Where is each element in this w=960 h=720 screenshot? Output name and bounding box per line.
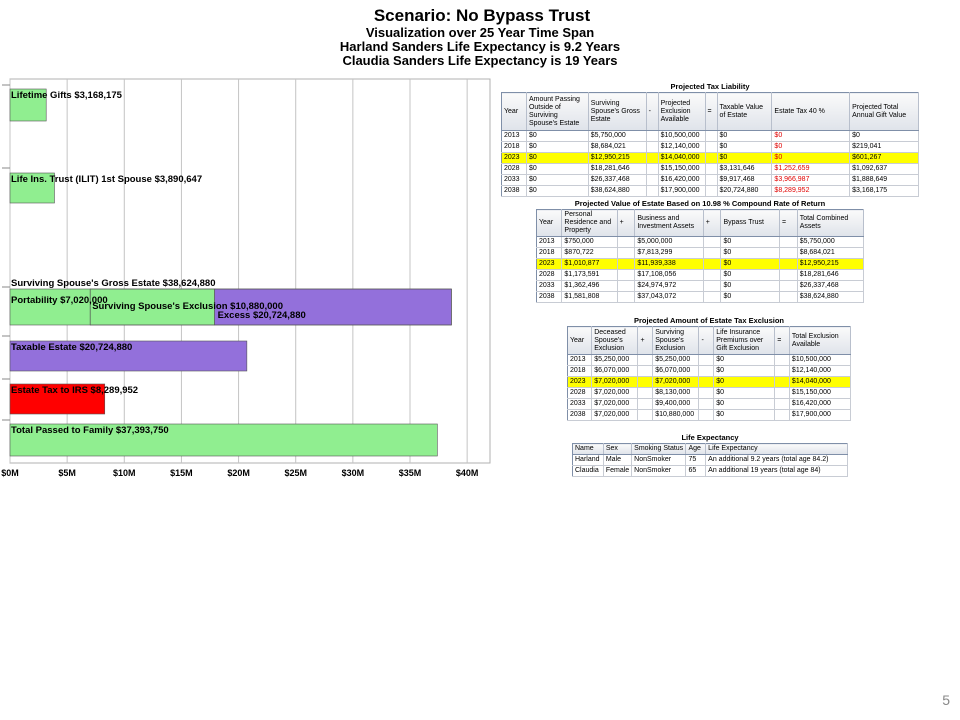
exclusion-header-cell: Year: [568, 327, 592, 355]
excess-label: Excess $20,724,880: [217, 310, 306, 321]
exclusion-cell: 2023: [568, 377, 592, 388]
estate-value-cell: 2028: [537, 270, 562, 281]
estate-value-header-cell: Personal Residence and Property: [562, 210, 617, 237]
exclusion-row: [568, 355, 851, 366]
exclusion-cell: $5,250,000: [653, 355, 699, 366]
exclusion-cell: $9,400,000: [653, 399, 699, 410]
estate-value-cell: $5,750,000: [797, 237, 863, 248]
tax-liability-header-cell: Surviving Spouse's Gross Estate: [588, 93, 646, 131]
life-expectancy-header-cell: Life Expectancy: [706, 444, 848, 455]
exclusion-cell: $6,070,000: [653, 366, 699, 377]
tax-liability-row: [502, 175, 919, 186]
estate-value-cell: [617, 270, 635, 281]
bar-label-4: Estate Tax to IRS $8,289,952: [11, 385, 139, 396]
life-expectancy-cell: 65: [686, 466, 706, 477]
tax-liability-cell: $14,040,000: [658, 153, 705, 164]
exclusion-cell: $15,150,000: [789, 388, 850, 399]
estate-value-cell: $18,281,646: [797, 270, 863, 281]
exclusion-cell: $14,040,000: [789, 377, 850, 388]
bar-label-3: Taxable Estate $20,724,880: [11, 342, 133, 353]
estate-value-row: [537, 248, 864, 259]
x-tick-label: $5M: [58, 468, 76, 478]
estate-value-cell: [703, 248, 721, 259]
tax-liability-cell: 2018: [502, 142, 527, 153]
estate-value-cell: $37,043,072: [635, 292, 703, 303]
estate-value-cell: [617, 281, 635, 292]
life-expectancy-title: Life Expectancy: [681, 433, 739, 442]
tax-liability-cell: $0: [772, 131, 850, 142]
tax-liability-cell: $0: [526, 186, 588, 197]
tax-liability-cell: $10,500,000: [658, 131, 705, 142]
tax-liability-cell: [705, 142, 717, 153]
estate-value-cell: $11,939,338: [635, 259, 703, 270]
tax-liability-cell: $3,966,987: [772, 175, 850, 186]
life-expectancy-cell: An additional 9.2 years (total age 84.2): [706, 455, 848, 466]
tax-liability-cell: $5,750,000: [588, 131, 646, 142]
life-expectancy-row: [573, 466, 848, 477]
slide-header: [0, 6, 960, 68]
exclusion-cell: 2028: [568, 388, 592, 399]
bar-label-1: Life Ins. Trust (ILIT) 1st Spouse $3,890,647: [11, 174, 203, 185]
estate-value-cell: [703, 292, 721, 303]
tax-liability-table: [501, 92, 919, 197]
tax-liability-cell: 2033: [502, 175, 527, 186]
estate-value-cell: [780, 281, 798, 292]
tax-liability-block: [501, 82, 919, 197]
exclusion-cell: $7,020,000: [592, 399, 638, 410]
tax-liability-title: Projected Tax Liability: [670, 82, 750, 91]
exclusion-row: [568, 366, 851, 377]
tax-liability-cell: $8,289,952: [772, 186, 850, 197]
tax-liability-cell: $3,168,175: [850, 186, 919, 197]
exclusion-cell: 2013: [568, 355, 592, 366]
exclusion-cell: $7,020,000: [653, 377, 699, 388]
tax-liability-cell: $0: [772, 142, 850, 153]
estate-value-table: [536, 209, 864, 303]
estate-value-row: [537, 292, 864, 303]
estate-value-cell: [780, 259, 798, 270]
exclusion-row: [568, 388, 851, 399]
tax-liability-cell: [646, 131, 658, 142]
slide-title: Scenario: No Bypass Trust: [373, 6, 591, 25]
estate-value-row: [537, 270, 864, 281]
exclusion-header-cell: +: [638, 327, 653, 355]
exclusion-cell: $0: [714, 399, 775, 410]
exclusion-cell: [699, 355, 714, 366]
estate-value-header-cell: +: [617, 210, 635, 237]
tax-liability-cell: [705, 131, 717, 142]
exclusion-cell: [638, 399, 653, 410]
life-expectancy-header-cell: Sex: [603, 444, 631, 455]
tax-liability-row: [502, 153, 919, 164]
exclusion-cell: $7,020,000: [592, 410, 638, 421]
x-tick-label: $20M: [227, 468, 250, 478]
estate-value-cell: [617, 248, 635, 259]
exclusion-cell: [638, 366, 653, 377]
estate-value-cell: $1,173,591: [562, 270, 617, 281]
estate-value-cell: [780, 292, 798, 303]
tax-liability-cell: $26,337,468: [588, 175, 646, 186]
exclusion-cell: [699, 366, 714, 377]
tax-liability-header-cell: Projected Exclusion Available: [658, 93, 705, 131]
exclusion-cell: [699, 410, 714, 421]
life-expectancy-row: [573, 455, 848, 466]
life-expectancy-cell: Male: [603, 455, 631, 466]
tax-liability-cell: $15,150,000: [658, 164, 705, 175]
exclusion-cell: $16,420,000: [789, 399, 850, 410]
tax-liability-row: [502, 164, 919, 175]
life-expectancy-header-cell: Smoking Status: [632, 444, 686, 455]
estate-value-header-cell: =: [780, 210, 798, 237]
exclusion-block: [567, 316, 851, 421]
estate-value-header-cell: Bypass Trust: [721, 210, 780, 237]
estate-value-cell: $0: [721, 237, 780, 248]
estate-value-cell: [617, 259, 635, 270]
estate-value-cell: $5,000,000: [635, 237, 703, 248]
tax-liability-cell: $18,281,646: [588, 164, 646, 175]
x-tick-label: $30M: [341, 468, 365, 478]
estate-value-row: [537, 281, 864, 292]
exclusion-header-cell: Surviving Spouse's Exclusion: [653, 327, 699, 355]
life-expectancy-cell: Female: [603, 466, 631, 477]
exclusion-cell: [775, 388, 790, 399]
tax-liability-cell: $8,684,021: [588, 142, 646, 153]
tax-liability-row: [502, 142, 919, 153]
exclusion-cell: $10,500,000: [789, 355, 850, 366]
tax-liability-header-cell: Year: [502, 93, 527, 131]
chart-svg: [0, 75, 492, 493]
tax-liability-cell: $0: [526, 153, 588, 164]
tax-liability-cell: 2023: [502, 153, 527, 164]
exclusion-cell: $17,900,000: [789, 410, 850, 421]
tax-liability-header-cell: -: [646, 93, 658, 131]
tax-liability-cell: [646, 186, 658, 197]
estate-value-cell: [703, 259, 721, 270]
tax-liability-cell: $16,420,000: [658, 175, 705, 186]
estate-value-cell: $8,684,021: [797, 248, 863, 259]
estate-value-header-cell: +: [703, 210, 721, 237]
tax-liability-cell: 2013: [502, 131, 527, 142]
exclusion-header-cell: Total Exclusion Available: [789, 327, 850, 355]
tax-liability-cell: $1,888,649: [850, 175, 919, 186]
tax-liability-cell: [646, 142, 658, 153]
tax-liability-cell: $17,900,000: [658, 186, 705, 197]
tax-liability-cell: [646, 164, 658, 175]
exclusion-cell: [699, 377, 714, 388]
exclusion-row: [568, 399, 851, 410]
exclusion-cell: [775, 377, 790, 388]
tax-liability-cell: $20,724,880: [717, 186, 772, 197]
tax-liability-row: [502, 186, 919, 197]
exclusion-cell: [775, 410, 790, 421]
exclusion-row: [568, 377, 851, 388]
exclusion-cell: [699, 399, 714, 410]
life-expectancy-table: [572, 443, 848, 477]
tax-liability-cell: $0: [717, 153, 772, 164]
exclusion-cell: [638, 388, 653, 399]
exclusion-header-cell: =: [775, 327, 790, 355]
life-expectancy-cell: Claudia: [573, 466, 604, 477]
exclusion-cell: $0: [714, 410, 775, 421]
estate-value-cell: $1,581,808: [562, 292, 617, 303]
exclusion-cell: 2033: [568, 399, 592, 410]
exclusion-cell: [775, 399, 790, 410]
tax-liability-cell: [705, 153, 717, 164]
exclusion-cell: $0: [714, 366, 775, 377]
life-expectancy-cell: An additional 19 years (total age 84): [706, 466, 848, 477]
estate-value-cell: $12,950,215: [797, 259, 863, 270]
x-tick-label: $15M: [170, 468, 193, 478]
tax-liability-header-cell: Taxable Value of Estate: [717, 93, 772, 131]
exclusion-row: [568, 410, 851, 421]
tax-liability-cell: $0: [850, 131, 919, 142]
life-expectancy-cell: NonSmoker: [632, 455, 686, 466]
estate-value-cell: $1,362,496: [562, 281, 617, 292]
bar-label-0: Lifetime Gifts $3,168,175: [11, 90, 122, 101]
estate-value-cell: $38,624,880: [797, 292, 863, 303]
exclusion-cell: [775, 366, 790, 377]
estate-value-cell: $0: [721, 259, 780, 270]
estate-value-cell: $0: [721, 292, 780, 303]
exclusion-cell: [775, 355, 790, 366]
life-expectancy-header-cell: Age: [686, 444, 706, 455]
exclusion-header-cell: Life Insurance Premiums over Gift Exclusion: [714, 327, 775, 355]
x-tick-label: $0M: [1, 468, 19, 478]
tax-liability-cell: $0: [717, 142, 772, 153]
exclusion-cell: $6,070,000: [592, 366, 638, 377]
estate-value-cell: $0: [721, 248, 780, 259]
estate-value-row: [537, 237, 864, 248]
estate-value-header-cell: Business and Investment Assets: [635, 210, 703, 237]
tax-liability-cell: [646, 175, 658, 186]
estate-value-row: [537, 259, 864, 270]
tax-liability-cell: $601,267: [850, 153, 919, 164]
estate-value-cell: [780, 270, 798, 281]
exclusion-cell: [638, 410, 653, 421]
x-tick-label: $25M: [284, 468, 307, 478]
estate-value-cell: $750,000: [562, 237, 617, 248]
x-tick-label: $40M: [455, 468, 479, 478]
exclusion-cell: $7,020,000: [592, 388, 638, 399]
tax-liability-cell: $0: [772, 153, 850, 164]
tax-liability-cell: $12,950,215: [588, 153, 646, 164]
life-expectancy-block: [572, 433, 848, 477]
tax-liability-cell: [705, 186, 717, 197]
tax-liability-cell: $0: [526, 164, 588, 175]
tax-liability-cell: $0: [526, 175, 588, 186]
estate-value-cell: $0: [721, 270, 780, 281]
estate-value-cell: [617, 237, 635, 248]
estate-value-cell: $7,813,299: [635, 248, 703, 259]
exclusion-cell: $0: [714, 377, 775, 388]
tax-liability-cell: 2028: [502, 164, 527, 175]
estate-value-cell: $26,337,468: [797, 281, 863, 292]
tax-liability-cell: $219,041: [850, 142, 919, 153]
estate-value-title: Projected Value of Estate Based on 10.98 % Compound Rate of Return: [574, 199, 826, 208]
estate-value-header-cell: Total Combined Assets: [797, 210, 863, 237]
tax-liability-cell: $1,252,659: [772, 164, 850, 175]
exclusion-cell: $12,140,000: [789, 366, 850, 377]
tax-liability-header-cell: Amount Passing Outside of Surviving Spouse's Estate: [526, 93, 588, 131]
subtitle-claudia: Claudia Sanders Life Expectancy is 19 Years: [342, 53, 618, 68]
estate-value-cell: $17,108,056: [635, 270, 703, 281]
tax-liability-cell: $0: [526, 142, 588, 153]
estate-value-cell: 2013: [537, 237, 562, 248]
estate-value-cell: 2038: [537, 292, 562, 303]
exclusion-cell: 2038: [568, 410, 592, 421]
life-expectancy-cell: Harland: [573, 455, 604, 466]
spouse-exclusion-label: Surviving Spouse's Exclusion $10,880,000: [92, 301, 283, 312]
slide-number: 5: [942, 692, 950, 708]
estate-value-header-cell: Year: [537, 210, 562, 237]
tax-liability-cell: 2038: [502, 186, 527, 197]
estate-value-cell: 2018: [537, 248, 562, 259]
exclusion-cell: [638, 355, 653, 366]
estate-value-cell: $24,974,972: [635, 281, 703, 292]
tax-liability-cell: [705, 164, 717, 175]
tax-liability-cell: $38,624,880: [588, 186, 646, 197]
subtitle-timespan: Visualization over 25 Year Time Span: [365, 25, 595, 40]
portability-label: Portability $7,020,000: [11, 295, 108, 306]
tax-liability-cell: $12,140,000: [658, 142, 705, 153]
exclusion-cell: $10,880,000: [653, 410, 699, 421]
estate-value-cell: $1,010,877: [562, 259, 617, 270]
exclusion-cell: $0: [714, 388, 775, 399]
estate-value-cell: [703, 281, 721, 292]
exclusion-cell: $0: [714, 355, 775, 366]
tax-liability-row: [502, 131, 919, 142]
tax-liability-cell: $0: [717, 131, 772, 142]
estate-bar-chart: [0, 75, 492, 493]
gross-estate-label: Surviving Spouse's Gross Estate $38,624,880: [11, 278, 216, 289]
exclusion-header-cell: -: [699, 327, 714, 355]
estate-value-cell: [703, 270, 721, 281]
exclusion-cell: [638, 377, 653, 388]
estate-value-cell: [617, 292, 635, 303]
estate-value-cell: 2033: [537, 281, 562, 292]
subtitle-harland: Harland Sanders Life Expectancy is 9.2 Years: [339, 39, 621, 54]
life-expectancy-cell: 75: [686, 455, 706, 466]
estate-value-cell: $870,722: [562, 248, 617, 259]
tax-liability-cell: $0: [526, 131, 588, 142]
tax-liability-cell: $9,917,468: [717, 175, 772, 186]
estate-value-cell: [703, 237, 721, 248]
exclusion-cell: [699, 388, 714, 399]
tax-liability-cell: $1,092,637: [850, 164, 919, 175]
estate-value-cell: [780, 237, 798, 248]
estate-value-cell: 2023: [537, 259, 562, 270]
exclusion-title: Projected Amount of Estate Tax Exclusion: [633, 316, 785, 325]
estate-value-cell: $0: [721, 281, 780, 292]
exclusion-cell: $5,250,000: [592, 355, 638, 366]
tax-liability-header-cell: =: [705, 93, 717, 131]
life-expectancy-header-cell: Name: [573, 444, 604, 455]
tax-liability-header-cell: Estate Tax 40 %: [772, 93, 850, 131]
x-tick-label: $35M: [398, 468, 422, 478]
estate-value-cell: [780, 248, 798, 259]
tax-liability-cell: $3,131,646: [717, 164, 772, 175]
x-tick-label: $10M: [113, 468, 136, 478]
life-expectancy-cell: NonSmoker: [632, 466, 686, 477]
estate-value-block: [536, 199, 864, 303]
exclusion-cell: $7,020,000: [592, 377, 638, 388]
exclusion-cell: $8,130,000: [653, 388, 699, 399]
exclusion-cell: 2018: [568, 366, 592, 377]
bar-label-5: Total Passed to Family $37,393,750: [11, 425, 169, 436]
tax-liability-cell: [705, 175, 717, 186]
tax-liability-cell: [646, 153, 658, 164]
tax-liability-header-cell: Projected Total Annual Gift Value: [850, 93, 919, 131]
exclusion-header-cell: Deceased Spouse's Exclusion: [592, 327, 638, 355]
exclusion-table: [567, 326, 851, 421]
